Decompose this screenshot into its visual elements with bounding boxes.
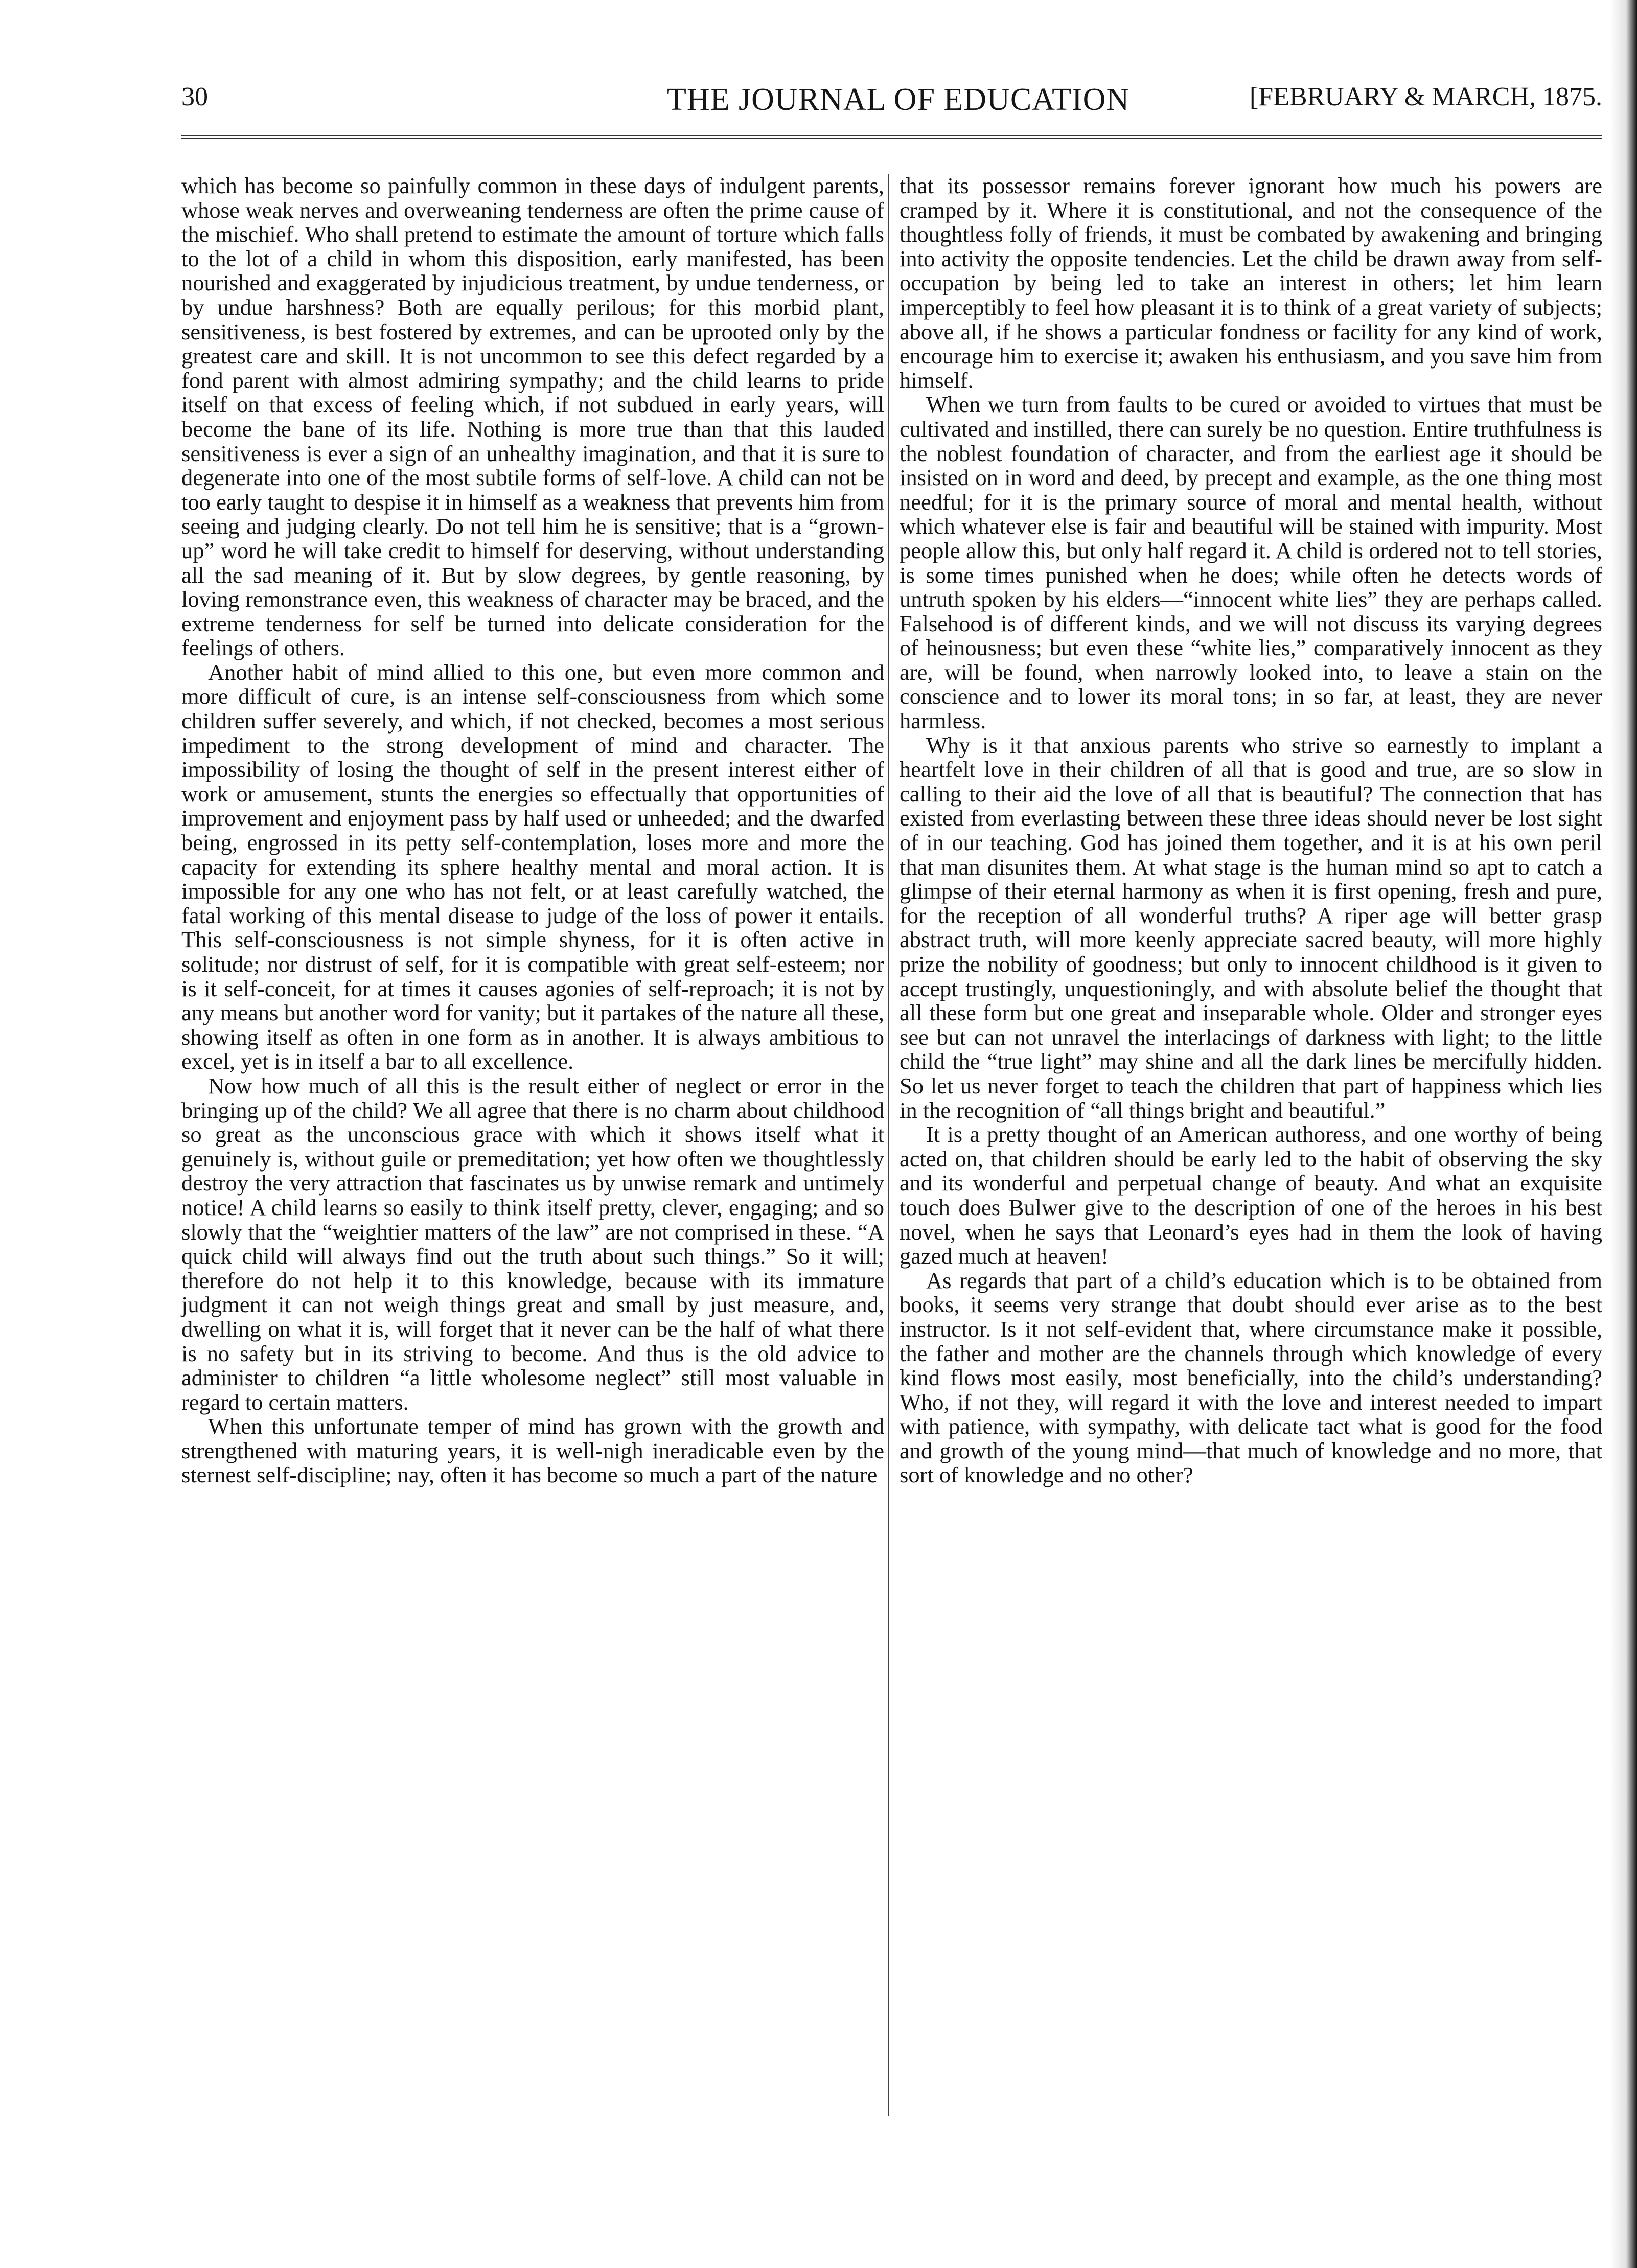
paragraph: It is a pretty thought of an American authoress, and one worthy of being acted on, that children should be early led to the habit of observing the sky and its wonderful and perpetual change of beauty. And what an exquisite touch does Bulwer give to the description of one of the heroes in his best novel, when he says that Leonard’s eyes had in them the look of having gazed much at heaven! (900, 1121, 1602, 1269)
right-column (900, 174, 1602, 1487)
page-number: 30 (181, 82, 208, 111)
paragraph: When this unfortunate temper of mind has grown with the growth and strengthened with maturing years, it is well-nigh ineradicable even by the sternest self-discipline; nay, often it has become so much a part of the nature (181, 1413, 884, 1488)
journal-title: THE JOURNAL OF EDUCATION (667, 82, 1130, 117)
paragraph: Now how much of all this is the result either of neglect or error in the bringing up of the child? We all agree that there is no charm about childhood so great as the unconscious grace with which it shows itself what it genuinely is, without guile or premeditation; yet how often we thoughtlessly destroy the very attraction that fascinates us by unwise remark and untimely notice! A child learns so easily to think itself pretty, clever, engaging; and so slowly that the “weightier matters of the law” are not comprised in these. “A quick child will always find out the truth about such things.” So it will; therefore do not help it to this knowledge, because with its immature judgment it can not weigh things great and small by just measure, and, dwelling on what it is, will forget that it never can be the half of what there is no safety but in its striving to become. And thus is the old advice to administer to children “a little wholesome neglect” still most valuable in regard to certain matters. (181, 1072, 884, 1415)
header-rule (181, 135, 1602, 139)
page-header (181, 82, 1602, 123)
paragraph: which has become so painfully common in these days of indulgent parents, whose weak nerves and overweaning tenderness are often the prime cause of the mischief. Who shall pretend to estimate the amount of torture which falls to the lot of a child in whom this disposition, early manifested, has been nourished and exaggerated by injudicious treatment, by undue tenderness, or by undue harshness? Both are equally perilous; for this morbid plant, sensitiveness, is best fostered by extremes, and can be uprooted only by the greatest care and skill. It is not uncommon to see this defect regarded by a fond parent with almost admiring sympathy; and the child learns to pride itself on that excess of feeling which, if not subdued in early years, will become the bane of its life. Nothing is more true than that this lauded sensitiveness is ever a sign of an unhealthy imagination, and that it is sure to degenerate into one of the most subtile forms of self-love. A child can not be too early taught to despise it in himself as a weakness that prevents him from seeing and judging clearly. Do not tell him he is sensitive; that is a “grown-up” word he will take credit to himself for deserving, without understanding all the sad meaning of it. But by slow degrees, by gentle reasoning, by loving remonstrance even, this weakness of character may be braced, and the extreme tenderness for self be turned into delicate consideration for the feelings of others. (181, 173, 884, 661)
paragraph: When we turn from faults to be cured or avoided to virtues that must be cultivated and instilled, there can surely be no question. Entire truthfulness is the noblest foundation of character, and from the earliest age it should be insisted on in word and deed, by precept and example, as the one thing most needful; for it is the primary source of moral and mental health, without which whatever else is fair and beautiful will be stained with impurity. Most people allow this, but only half regard it. A child is ordered not to tell stories, is some times punished when he does; while often he detects words of untruth spoken by his elders—“innocent white lies” they are perhaps called. Falsehood is of different kinds, and we will not discuss its varying degrees of heinousness; but even these “white lies,” comparatively innocent as they are, will be found, when narrowly looked into, to leave a stain on the conscience and to lower its moral tons; in so far, at least, they are never harmless. (900, 392, 1602, 734)
paragraph: Another habit of mind allied to this one, but even more common and more difficult of cure, is an intense self-consciousness from which some children suffer severely, and which, if not checked, becomes a most serious impediment to the strong development of mind and character. The impossibility of losing the thought of self in the present interest either of work or amusement, stunts the energies so effectually that opportunities of improvement and enjoyment pass by half used or unheeded; and the dwarfed being, engrossed in its petty self-contemplation, loses more and more the capacity for extending its sphere healthy mental and moral action. It is impossible for any one who has not felt, or at least carefully watched, the fatal working of this mental disease to judge of the loss of power it entails. This self-consciousness is not simple shyness, for it is often active in solitude; nor distrust of self, for it is compatible with great self-esteem; nor is it self-conceit, for at times it causes agonies of self-reproach; it is not by any means but another word for vanity; but it partakes of the nature all these, showing itself as often in one form as in another. It is always ambitious to excel, yet is in itself a bar to all excellence. (181, 659, 884, 1074)
paragraph: Why is it that anxious parents who strive so earnestly to implant a heartfelt love in their children of all that is good and true, are so slow in calling to their aid the love of all that is beautiful? The connection that has existed from everlasting between these three ideas should never be lost sight of in our teaching. God has joined them together, and it is at his own peril that man disunites them. At what stage is the human mind so apt to catch a glimpse of their eternal harmony as when it is first opening, fresh and pure, for the reception of all wonderful truths? A riper age will better grasp abstract truth, will more keenly appreciate sacred beauty, will more highly prize the nobility of goodness; but only to innocent childhood is it given to accept trustingly, unquestioningly, and with absolute belief the thought that all these form but one great and inseparable whole. Older and stronger eyes see but can not unravel the interlacings of darkness with light; to the little child the “true light” may shine and all the dark lines be mercifully hidden. So let us never forget to teach the children that part of happiness which lies in the recognition of “all things bright and beautiful.” (900, 732, 1602, 1123)
page-edge-shadow (1610, 0, 1637, 2268)
paragraph: As regards that part of a child’s education which is to be obtained from books, it seems very strange that doubt should ever arise as to the best instructor. Is it not self-evident that, where circumstance make it possible, the father and mother are the channels through which knowledge of every kind flows most easily, most beneficially, into the child’s understanding? Who, if not they, will regard it with the love and interest needed to impart with patience, with sympathy, with delicate tact what is good for the food and growth of the young mind—that much of knowledge and no more, that sort of knowledge and no other? (900, 1267, 1602, 1488)
column-divider (888, 174, 889, 2116)
issue-date: [FEBRUARY & MARCH, 1875. (1249, 82, 1602, 111)
paragraph: that its possessor remains forever ignorant how much his powers are cramped by it. Where it is constitutional, and not the consequence of the thoughtless folly of friends, it must be combated by awakening and bringing into activity the opposite tendencies. Let the child be drawn away from self-occupation by being led to take an interest in others; let him learn imperceptibly to feel how pleasant it is to think of a great variety of subjects; above all, if he shows a particular fondness or facility for any kind of work, encourage him to exercise it; awaken his enthusiasm, and you save him from himself. (900, 173, 1602, 393)
left-column (181, 174, 884, 1487)
